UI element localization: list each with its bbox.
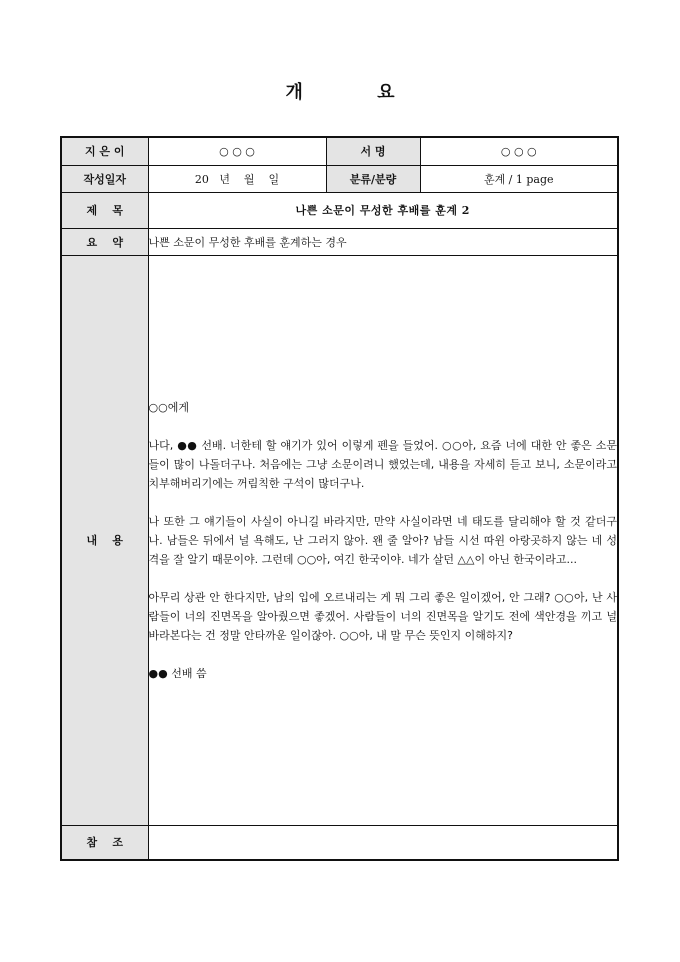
letter-paragraph: 나 또한 그 얘기들이 사실이 아니길 바라지만, 만약 사실이라면 네 태도를 달리해야 할 것 같더구나. 남들은 뒤에서 널 욕해도, 난 그러지 않아. 왠 줄 알아? 남들 시선 따윈 아랑곳하지 않는 네 성격을 잘 알기 때문이야. 그런데 ○○아, 여긴 한국이야. 네가 살던 △△이 아닌 한국이라고... <box>148 514 617 566</box>
letter-paragraph: 아무리 상관 안 한다지만, 남의 입에 오르내리는 게 뭐 그리 좋은 일이겠어, 안 그래? ○○아, 난 사람들이 너의 진면목을 알아줬으면 좋겠어. 사람들이 너의 진면목을 알기도 전에 색안경을 끼고 널 바라본다는 건 정말 안타까운 일이잖아. ○○아, 내 말 무슨 뜻인지 이해하지? <box>148 590 617 642</box>
category-label: 분류/분량 <box>326 165 420 192</box>
content-label: 내 용 <box>61 255 148 825</box>
row-subject <box>61 192 618 228</box>
category-value: 훈계 / 1 page <box>420 165 618 192</box>
summary-form <box>60 136 619 861</box>
subject-label: 제 목 <box>61 192 148 228</box>
document-title: 개 요 <box>285 82 429 103</box>
letter-paragraph: 나다, ●● 선배. 너한테 할 얘기가 있어 이렇게 펜을 들었어. ○○아, 요즘 너에 대한 안 좋은 소문들이 많이 나돌더구나. 처음에는 그냥 소문이려니 했었는데, 내용을 자세히 듣고 보니, 소문이라고 치부해버리기에는 꺼림칙한 구석이 많더구나. <box>148 438 617 490</box>
reference-value <box>148 825 618 860</box>
row-author <box>61 137 618 165</box>
row-summary <box>61 228 618 255</box>
letter-salutation: ○○에게 <box>148 400 189 414</box>
subject-value: 나쁜 소문이 무성한 후배를 훈계 2 <box>148 192 618 228</box>
book-label: 서 명 <box>326 137 420 165</box>
date-value: 20 년 월 일 <box>148 165 326 192</box>
row-reference <box>61 825 618 860</box>
row-date <box>61 165 618 192</box>
reference-label: 참 조 <box>61 825 148 860</box>
row-content <box>61 255 618 825</box>
summary-label: 요 약 <box>61 228 148 255</box>
author-label: 지 은 이 <box>61 137 148 165</box>
summary-value: 나쁜 소문이 무성한 후배를 훈계하는 경우 <box>148 228 618 255</box>
author-value: ○ ○ ○ <box>148 137 326 165</box>
letter-signature: ●● 선배 씀 <box>148 666 207 680</box>
letter-body <box>148 255 618 825</box>
book-value: ○ ○ ○ <box>420 137 618 165</box>
date-label: 작성일자 <box>61 165 148 192</box>
